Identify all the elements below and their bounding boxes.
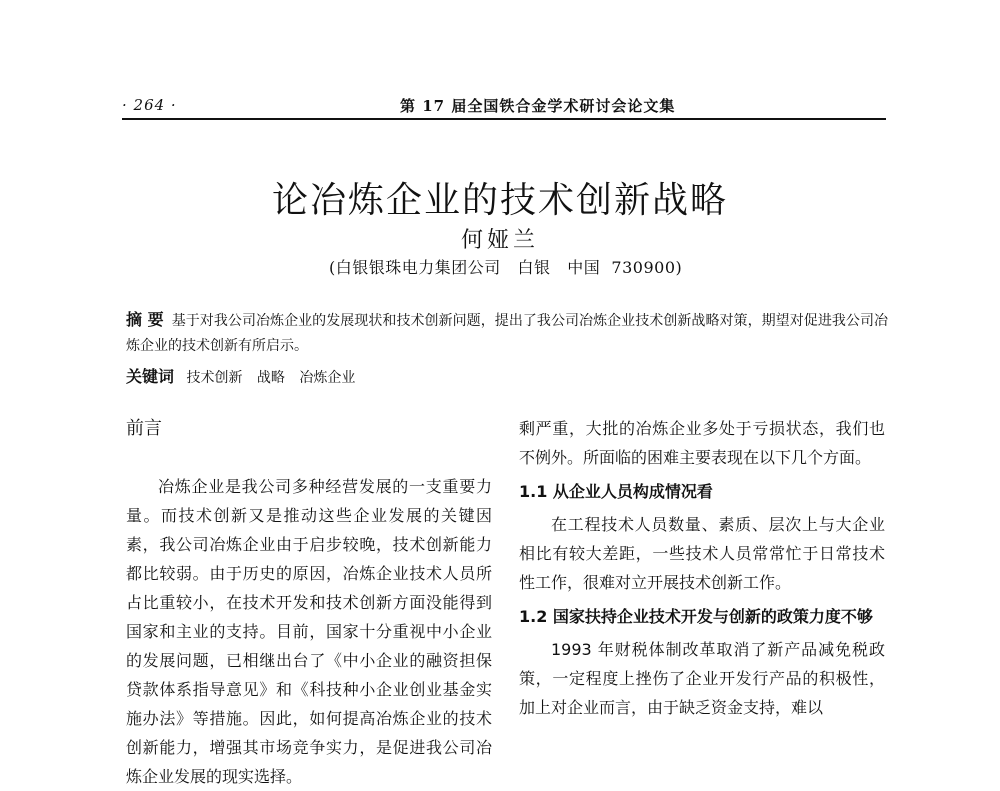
continued-paragraph: 剩严重，大批的冶炼企业多处于亏损状态，我们也不例外。所面临的困难主要表现在以下几个方面。 <box>519 419 885 467</box>
keyword: 战略 <box>256 370 285 386</box>
abstract <box>126 307 888 359</box>
abstract-text: 基于对我公司冶炼企业的发展现状和技术创新问题，提出了我公司冶炼企业技术创新战略对策，期望对促进我公司冶炼企业的技术创新有所启示。 <box>126 313 889 354</box>
subsection-heading-1-2: 1.2 国家扶持企业技术开发与创新的政策力度不够 <box>519 607 873 626</box>
abstract-label: 摘 要 <box>126 310 164 329</box>
author-name: 何娅兰 <box>460 228 539 253</box>
article-title: 论冶炼企业的技术创新战略 <box>271 180 728 222</box>
author-affiliation: (白银银珠电力集团公司 白银 中国 730900) <box>329 258 683 277</box>
subsection-paragraph-1-1: 在工程技术人员数量、素质、层次上与大企业相比有较大差距，一些技术人员常常忙于日常技术性工作，很难对立开展技术创新工作。 <box>519 515 885 592</box>
keyword: 技术创新 <box>186 370 243 386</box>
keyword: 冶炼企业 <box>299 370 356 386</box>
subsection-heading-1-1: 1.1 从企业人员构成情况看 <box>519 482 713 501</box>
keywords-label: 关键词 <box>126 367 175 386</box>
right-column <box>519 414 885 722</box>
header-divider <box>122 118 886 120</box>
page-number: · 264 · <box>122 96 177 114</box>
keywords <box>126 364 888 387</box>
intro-paragraph: 冶炼企业是我公司多种经营发展的一支重要力量。而技术创新又是推动这些企业发展的关键因素，我公司冶炼企业由于启步较晚，技术创新能力都比较弱。由于历史的原因，冶炼企业技术人员所占比重较小，在技术开发和技术创新方面没能得到国家和主业的支持。目前，国家十分重视中小企业的发展问题，已相继出台了《中小企业的融资担保贷款体系指导意见》和《科技种小企业创业基金实施办法》等措施。因此，如何提高冶炼企业的技术创新能力，增强其市场竞争实力，是促进我公司冶炼企业发展的现实选择。 <box>126 477 492 786</box>
subsection-paragraph-1-2: 1993 年财税体制改革取消了新产品减免税政策，一定程度上挫伤了企业开发行产品的积极性，加上对企业而言，由于缺乏资金支持，难以 <box>519 640 885 717</box>
section-heading-intro: 前言 <box>126 418 162 439</box>
left-column <box>126 414 492 791</box>
running-header: 第 17 届全国铁合金学术研讨会论文集 <box>400 97 676 115</box>
